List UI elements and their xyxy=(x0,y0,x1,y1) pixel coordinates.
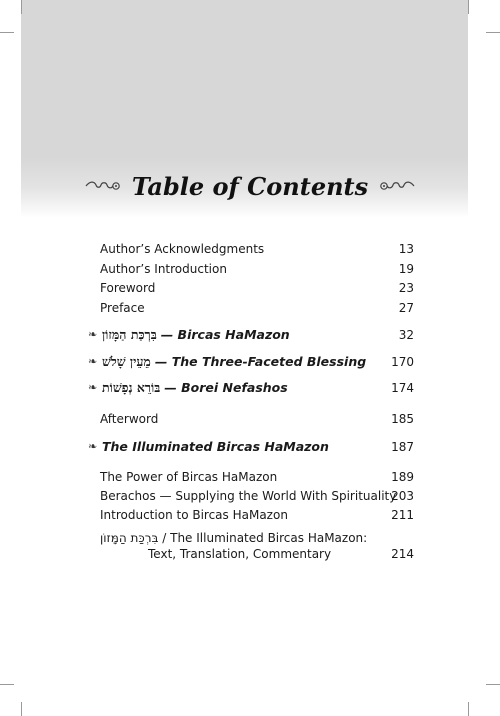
toc-entry-page: 211 xyxy=(391,508,414,522)
section-english-title: — Bircas HaMazon xyxy=(160,327,290,342)
toc-section-entry[interactable] xyxy=(88,437,414,457)
toc-entry[interactable] xyxy=(88,239,414,259)
toc-entry-page: 32 xyxy=(398,328,414,342)
toc-entry-title: Berachos — Supplying the World With Spirituality xyxy=(100,489,397,503)
leaf-bullet-icon: ❧ xyxy=(88,355,98,368)
toc-entry-title: Foreword xyxy=(100,281,156,295)
toc-entry-page: 189 xyxy=(391,470,414,484)
leaf-bullet-icon: ❧ xyxy=(88,328,98,341)
scroll-ornament-icon xyxy=(84,179,122,193)
crop-mark xyxy=(486,32,500,33)
leaf-bullet-icon: ❧ xyxy=(88,440,98,453)
toc-entry-page: 187 xyxy=(391,440,414,454)
crop-mark xyxy=(486,684,500,685)
toc-section-entry[interactable] xyxy=(88,352,414,372)
crop-mark xyxy=(0,684,14,685)
page-title: Table of Contents xyxy=(131,171,369,201)
toc-entry[interactable] xyxy=(88,298,414,318)
crop-mark xyxy=(21,0,22,14)
toc-entry-page: 19 xyxy=(398,262,414,276)
section-english-title: The Illuminated Bircas HaMazon xyxy=(102,439,329,454)
section-english-title: — The Three-Faceted Blessing xyxy=(154,354,367,369)
toc-entry-title: Author’s Acknowledgments xyxy=(100,242,265,256)
toc-entry-title: Preface xyxy=(100,301,145,315)
toc-entry[interactable] xyxy=(88,505,414,525)
toc-entry[interactable] xyxy=(88,486,414,506)
crop-mark xyxy=(468,0,469,14)
section-hebrew-title: מֵעֵין שָׁלֹשׁ xyxy=(102,354,151,369)
toc-entry[interactable] xyxy=(88,467,414,487)
toc-entry-page: 185 xyxy=(391,412,414,426)
toc-section-entry[interactable] xyxy=(88,325,414,345)
crop-mark xyxy=(0,32,14,33)
scroll-ornament-icon xyxy=(378,179,416,193)
toc-entry-page: 27 xyxy=(398,301,414,315)
toc-entry-page: 174 xyxy=(391,381,414,395)
toc-entry-multiline[interactable] xyxy=(88,530,414,564)
toc-entry-afterword[interactable] xyxy=(88,409,414,429)
crop-mark xyxy=(468,702,469,716)
section-english-title: — Borei Nefashos xyxy=(164,380,288,395)
toc-section-entry[interactable] xyxy=(88,378,414,398)
toc-entry[interactable] xyxy=(88,278,414,298)
toc-entry-title: Introduction to Bircas HaMazon xyxy=(100,508,288,522)
section-hebrew-title: בּוֹרֵא נְפָשׁוֹת xyxy=(102,380,161,395)
toc-entry-page: 23 xyxy=(398,281,414,295)
section-hebrew-title: בִּרְכַּת הַמָּזוֹן xyxy=(102,327,157,342)
toc-entry-title-line2: Text, Translation, Commentary xyxy=(148,547,332,561)
toc-entry-title: Afterword xyxy=(100,412,159,426)
toc-entry-page: 170 xyxy=(391,355,414,369)
leaf-bullet-icon: ❧ xyxy=(88,381,98,394)
toc-entry-title: The Power of Bircas HaMazon xyxy=(100,470,278,484)
toc-entry-title: Author’s Introduction xyxy=(100,262,227,276)
toc-entry-title-line1: בִּרְכַּת הַמָּזוֹן / The Illuminated Bircas HaMazon: xyxy=(100,531,368,545)
toc-entry-page: 214 xyxy=(391,547,414,561)
toc-entry[interactable] xyxy=(88,259,414,279)
crop-mark xyxy=(21,702,22,716)
toc-entry-page: 13 xyxy=(398,242,414,256)
title-row xyxy=(0,168,500,204)
toc-entry-page: 203 xyxy=(391,489,414,503)
